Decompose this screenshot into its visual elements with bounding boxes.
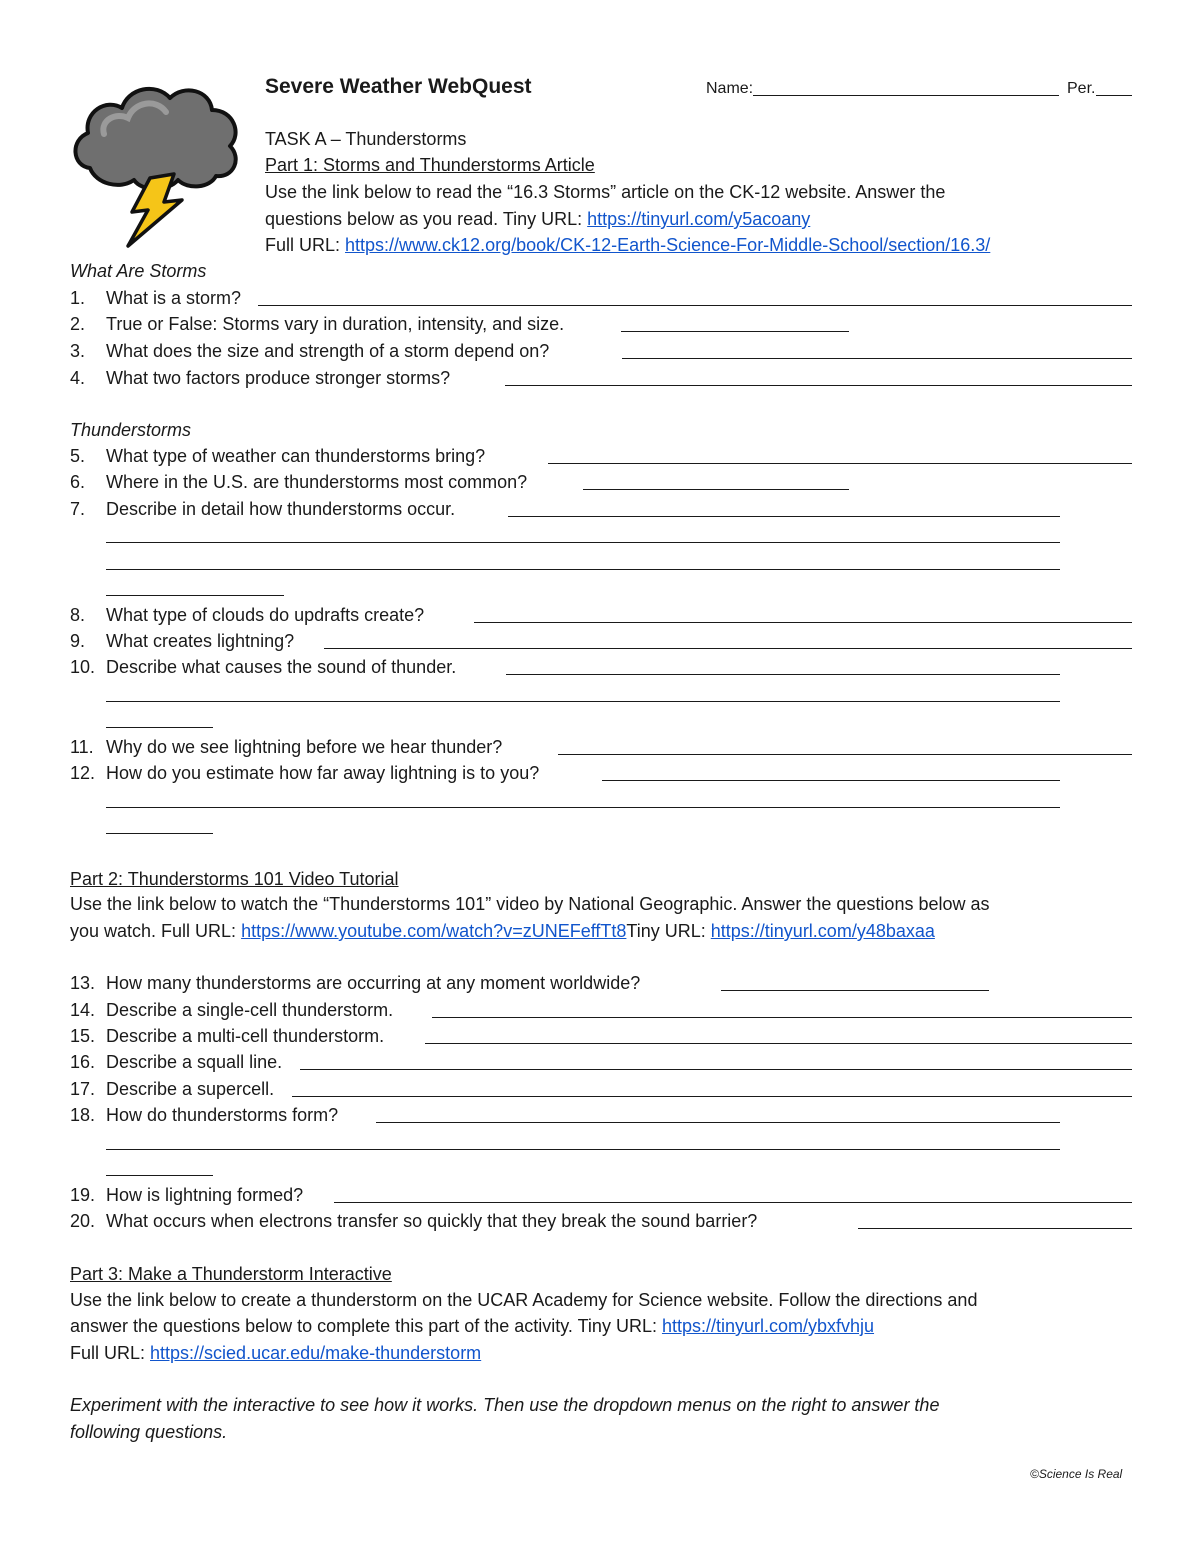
question-number: 16. [70,1052,96,1072]
answer-line[interactable] [721,990,989,991]
answer-line[interactable] [106,542,1060,543]
part1-title: Part 1: Storms and Thunderstorms Article [265,155,595,175]
part2-intro-prefix: you watch. Full URL: [70,921,242,941]
question-number: 2. [70,314,86,334]
answer-line[interactable] [300,1069,1132,1070]
part2-intro-line1: Use the link below to watch the “Thunderstorms 101” video by National Geographic. Answer the questions below as [70,894,990,914]
part3-full-url-link[interactable]: https://scied.ucar.edu/make-thunderstorm [150,1343,482,1363]
answer-line[interactable] [622,358,1132,359]
part3-intro-prefix: answer the questions below to complete this part of the activity. Tiny URL: [70,1316,662,1336]
answer-line[interactable] [106,807,1060,808]
part3-experiment-line2: following questions. [70,1422,228,1442]
answer-line[interactable] [106,1175,213,1176]
question-text: How do thunderstorms form? [106,1105,339,1125]
answer-line[interactable] [106,595,284,596]
answer-line[interactable] [505,385,1132,386]
question-text: How many thunderstorms are occurring at any moment worldwide? [106,973,641,993]
question-text: Where in the U.S. are thunderstorms most common? [106,472,528,492]
question-text: What does the size and strength of a storm depend on? [106,341,550,361]
question-number: 19. [70,1185,96,1205]
answer-line[interactable] [583,489,849,490]
question-number: 5. [70,446,86,466]
part1-tiny-url-link[interactable]: https://tinyurl.com/y5acoany [587,209,811,229]
part2-full-url-link[interactable]: https://www.youtube.com/watch?v=zUNEFeffTt8 [241,921,627,941]
question-number: 8. [70,605,86,625]
question-number: 18. [70,1105,96,1125]
question-number: 20. [70,1211,96,1231]
answer-line[interactable] [106,701,1060,702]
question-text: Describe a squall line. [106,1052,283,1072]
part1-full-prefix: Full URL: [265,235,346,255]
question-number: 15. [70,1026,96,1046]
question-text: What type of clouds do updrafts create? [106,605,425,625]
question-number: 1. [70,288,86,308]
part3-intro-line2 [70,1314,874,1338]
question-text: Why do we see lightning before we hear thunder? [106,737,503,757]
answer-line[interactable] [425,1043,1132,1044]
answer-line[interactable] [621,331,849,332]
question-text: What creates lightning? [106,631,295,651]
answer-line[interactable] [858,1228,1132,1229]
question-number: 4. [70,368,86,388]
part1-intro-line2 [265,207,810,231]
section-thunderstorms: Thunderstorms [70,420,192,440]
thunderstorm-cloud-icon [70,78,245,250]
copyright-footer: ©Science Is Real [1030,1467,1123,1481]
answer-line[interactable] [106,727,213,728]
question-number: 3. [70,341,86,361]
part3-full-url-line [70,1341,481,1365]
answer-line[interactable] [558,754,1132,755]
part2-intro-line2 [70,919,935,943]
answer-line[interactable] [376,1122,1060,1123]
question-text: What two factors produce stronger storms? [106,368,451,388]
question-number: 7. [70,499,86,519]
task-a-heading: TASK A – Thunderstorms [265,129,467,149]
question-text: How is lightning formed? [106,1185,304,1205]
question-text: What occurs when electrons transfer so quickly that they break the sound barrier? [106,1211,758,1231]
question-text: True or False: Storms vary in duration, intensity, and size. [106,314,565,334]
answer-line[interactable] [508,516,1060,517]
part1-full-url-line [265,233,990,257]
part3-intro-line1: Use the link below to create a thunderstorm on the UCAR Academy for Science website. Follow the directions and [70,1290,978,1310]
answer-line[interactable] [506,674,1060,675]
answer-line[interactable] [602,780,1060,781]
part1-full-url-link[interactable]: https://www.ck12.org/book/CK-12-Earth-Science-For-Middle-School/section/16.3/ [345,235,991,255]
part3-experiment-line1: Experiment with the interactive to see how it works. Then use the dropdown menus on the right to answer the [70,1395,940,1415]
question-number: 6. [70,472,86,492]
period-label: Per. [1067,80,1096,97]
part3-tiny-url-link[interactable]: https://tinyurl.com/ybxfvhju [661,1316,875,1336]
page-title: Severe Weather WebQuest [265,75,532,98]
part2-tiny-url-link[interactable]: https://tinyurl.com/y48baxaa [710,921,935,941]
answer-line[interactable] [292,1096,1132,1097]
answer-line[interactable] [106,833,213,834]
question-number: 17. [70,1079,96,1099]
answer-line[interactable] [258,305,1132,306]
question-text: Describe a single-cell thunderstorm. [106,1000,394,1020]
question-number: 12. [70,763,96,783]
part2-title: Part 2: Thunderstorms 101 Video Tutorial [70,869,399,889]
answer-line[interactable] [106,569,1060,570]
answer-line[interactable] [474,622,1132,623]
answer-line[interactable] [548,463,1132,464]
section-what-are-storms: What Are Storms [70,261,207,281]
part2-tiny-prefix: Tiny URL: [626,921,711,941]
part1-intro-prefix: questions below as you read. Tiny URL: [265,209,588,229]
period-field[interactable] [1096,95,1132,96]
part3-full-prefix: Full URL: [70,1343,151,1363]
question-number: 9. [70,631,86,651]
question-text: What type of weather can thunderstorms bring? [106,446,486,466]
part1-intro-line1: Use the link below to read the “16.3 Storms” article on the CK-12 website. Answer the [265,182,946,202]
question-text: How do you estimate how far away lightning is to you? [106,763,540,783]
question-number: 11. [70,737,94,757]
name-label: Name: [706,80,754,97]
question-number: 10. [70,657,96,677]
answer-line[interactable] [324,648,1132,649]
part3-title: Part 3: Make a Thunderstorm Interactive [70,1264,392,1284]
name-field[interactable] [753,95,1059,96]
question-text: Describe what causes the sound of thunder. [106,657,457,677]
answer-line[interactable] [432,1017,1132,1018]
question-text: What is a storm? [106,288,242,308]
question-text: Describe in detail how thunderstorms occur. [106,499,456,519]
question-number: 13. [70,973,96,993]
question-text: Describe a supercell. [106,1079,275,1099]
answer-line[interactable] [334,1202,1132,1203]
answer-line[interactable] [106,1149,1060,1150]
question-number: 14. [70,1000,96,1020]
question-text: Describe a multi-cell thunderstorm. [106,1026,385,1046]
